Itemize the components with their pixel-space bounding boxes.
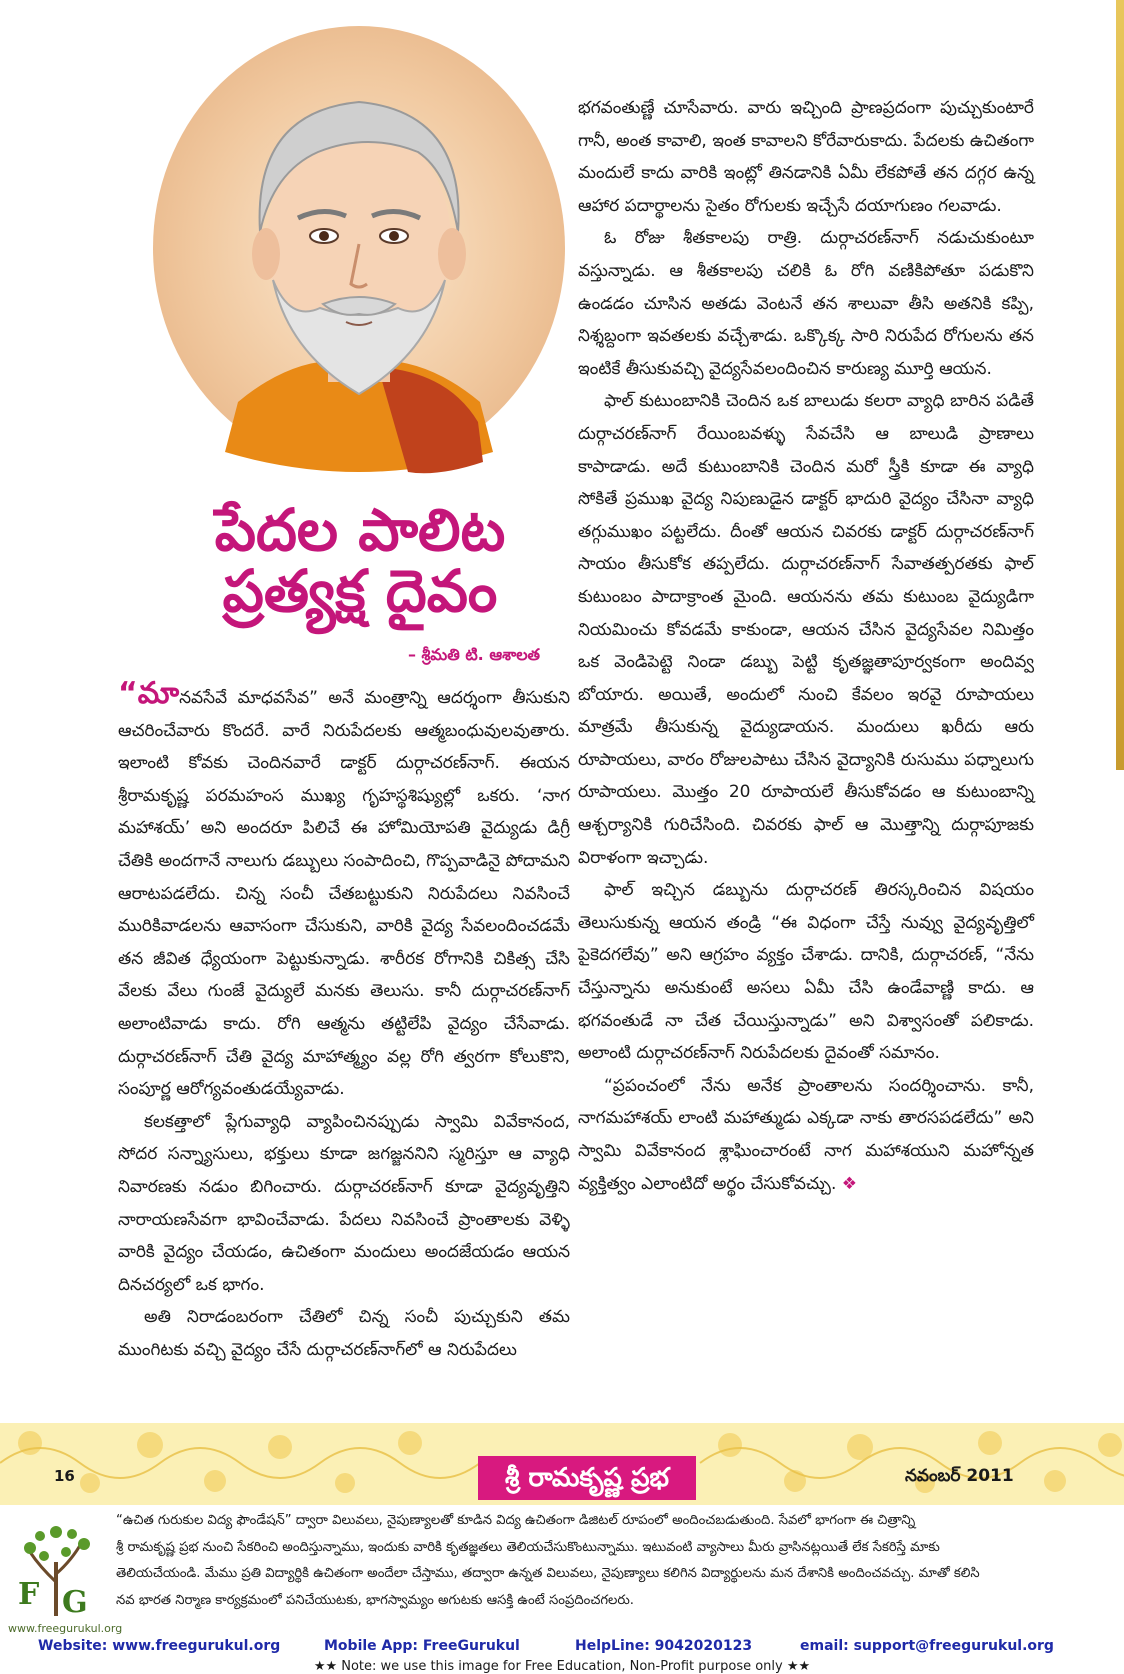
website-link[interactable]: Website: www.freegurukul.org [38,1638,281,1654]
article-author: – శ్రీమతి టి. ఆశాలత [407,645,540,664]
email-link[interactable]: email: support@freegurukul.org [800,1638,1054,1654]
article-paragraph: భగవంతుణ్ణే చూసేవారు. వారు ఇచ్చింది ప్రాణప్రదంగా పుచ్చుకుంటారే గానీ, అంత కావాలి, ఇంత కావాలని కోరేవారుకాదు. పేదలకు ఉచితంగా మందులే కాదు వారికి ఇంట్లో తినడానికి ఏమీ లేకపోతే తన దగ్గర ఉన్న ఆహార పదార్థాలను సైతం రోగులకు ఇచ్చేసే దయాగుణం గలవాడు. [578,98,1034,216]
magazine-name-badge: శ్రీ రామకృష్ణ ప్రభ [478,1456,696,1500]
article-title [150,496,570,625]
logo-site-text: www.freegurukul.org [8,1622,123,1635]
svg-text:F: F [18,1577,40,1612]
paragraph-text: నవసేవే మాధవసేవ” అనే మంత్రాన్ని ఆదర్శంగా తీసుకుని ఆచరించేవారు కొందరే. వారే నిరుపేదలకు ఆత్మబంధువులవుతారు. ఇలాంటి కోవకు చెందినవారే డాక్టర్ దుర్గాచరణ్‌నాగ్. ఈయన శ్రీరామకృష్ణ పరమహంస ముఖ్య గృహస్థశిష్యుల్లో ఒకరు. ‘నాగ మహాశయ్’ అని అందరూ పిలిచే ఈ హోమియోపతి వైద్యుడు డిగ్రీ చేతికి అందగానే నాలుగు డబ్బులు సంపాదించి, గొప్పవాడినై పోదామని ఆరాటపడలేదు. చిన్న సంచీ చేతబట్టుకుని నిరుపేదలు నివసించే మురికివాడలను ఆవాసంగా చేసుకుని, వారికి వైద్య సేవలందించడమే తన జీవిత ధ్యేయంగా పెట్టుకున్నాడు. శారీరక రోగానికి చికిత్స చేసి వేలకు వేలు గుంజే వైద్యులే మనకు తెలుసు. కానీ దుర్గాచరణ్‌నాగ్ అలాంటివాడు కాదు. రోగి ఆత్మను తట్టిలేపి వైద్యం చేసేవాడు. దుర్గాచరణ్‌నాగ్ చేతి వైద్య మాహాత్మ్యం వల్ల రోగి త్వరగా కోలుకొని, సంపూర్ణ ఆరోగ్యవంతుడయ్యేవాడు. [118,688,570,1100]
article-paragraph: ఫాల్ ఇచ్చిన డబ్బును దుర్గాచరణ్ తిరస్కరించిన విషయం తెలుసుకున్న ఆయన తండ్రి “ఈ విధంగా చేస్తే నువ్వు వైద్యవృత్తిలో పైకెదగలేవు” అని ఆగ్రహం వ్యక్తం చేశాడు. దానికి, దుర్గాచరణ్, “నేను చేస్తున్నాను అనుకుంటే అసలు ఏమీ చేసి ఉండేవాణ్ణి కాదు. ఆ భగవంతుడే నా చేత చేయిస్తున్నాడు” అని విశ్వాసంతో పలికాడు. అలాంటి దుర్గాచరణ్‌నాగ్ నిరుపేదలకు దైవంతో సమానం. [578,880,1034,1064]
notice-line: నవ భారత నిర్మాణ కార్యక్రమంలో పనిచేయుటకు, భాగస్వామ్యం అగుటకు ఆసక్తి ఉంటే సంప్రదించగలరు. [116,1592,634,1608]
article-paragraph: అతి నిరాడంబరంగా చేతిలో చిన్న సంచీ పుచ్చుకుని తమ ముంగిటకు వచ్చి వైద్యం చేసే దుర్గాచరణ్‌నాగ్‌లో ఆ నిరుపేదలు [118,1307,570,1360]
paragraph-text: “ప్రపంచంలో నేను అనేక ప్రాంతాలను సందర్శించాను. కానీ, నాగమహాశయ్ లాంటి మహాత్ముడు ఎక్కడా నాకు తారసపడలేదు” అని స్వామి వివేకానంద శ్లాఘించారంటే నాగ మహాశయుని మహోన్నత వ్యక్తిత్వం ఎలాంటిదో అర్థం చేసుకోవచ్చు. [578,1075,1034,1194]
article-column-right [578,92,1034,1200]
page-number: 16 [54,1467,75,1485]
svg-text:G: G [62,1585,88,1620]
article-paragraph: ఓ రోజు శీతకాలపు రాత్రి. దుర్గాచరణ్‌నాగ్ నడుచుకుంటూ వస్తున్నాడు. ఆ శీతకాలపు చలికి ఓ రోగి వణికిపోతూ పడుకొని ఉండడం చూసిన అతడు వెంటనే తన శాలువా తీసి అతనికి కప్పి, నిశ్శబ్దంగా ఇవతలకు వచ్చేశాడు. ఒక్కొక్క సారి నిరుపేద రోగులను తన ఇంటికే తీసుకువచ్చి వైద్యసేవలందించిన కారుణ్య మూర్తి ఆయన. [578,228,1034,379]
end-mark-icon: ❖ [841,1173,858,1194]
drop-cap: “మా [118,676,180,711]
mobile-app-link[interactable]: Mobile App: FreeGurukul [324,1638,520,1654]
notice-line: తెలియచేయండి. మేము ప్రతి విద్యార్థికి ఉచితంగా అందేలా చేస్తాము, తద్వారా ఉన్నత విలువలు, నైపుణ్యాలు కలిగిన విద్యార్థులను మన దేశానికి అందించవచ్చు. మాతో కలిసి [116,1566,980,1581]
article-paragraph [118,678,570,1106]
article-column-left [118,678,570,1366]
article-paragraph: ఫాల్ కుటుంబానికి చెందిన ఒక బాలుడు కలరా వ్యాధి బారిన పడితే దుర్గాచరణ్‌నాగ్ రేయింబవళ్ళు సేవచేసి ఆ బాలుడి ప్రాణాలు కాపాడాడు. అదే కుటుంబానికి చెందిన మరో స్త్రీకి కూడా ఈ వ్యాధి సోకితే ప్రముఖ వైద్య నిపుణుడైన డాక్టర్ భాదురి వైద్యం చేసినా వ్యాధి తగ్గుముఖం పట్టలేదు. దీంతో ఆయన చివరకు డాక్టర్ దుర్గాచరణ్‌నాగ్ సాయం తీసుకోక తప్పలేదు. దుర్గాచరణ్‌నాగ్ సేవాతత్పరతకు ఫాల్ కుటుంబం పాదాక్రాంత మైంది. ఆయనను తమ కుటుంబ వైద్యుడిగా నియమించు కోవడమే కాకుండా, ఆయన చేసిన వైద్యసేవల నిమిత్తం ఒక వెండిపెట్టె నిండా డబ్బు పెట్టి కృతజ్ఞతాపూర్వకంగా అందివ్వ బోయారు. అయితే, అందులో నుంచి కేవలం ఇరవై రూపాయలు మాత్రమే తీసుకున్న వైద్యుడాయన. మందులు ఖరీదు ఆరు రూపాయలు, వారం రోజులపాటు చేసిన వైద్యానికి రుసుము పధ్నాలుగు రూపాయలు. మొత్తం 20 రూపాయలే తీసుకోవడం ఆ కుటుంబాన్ని ఆశ్చర్యానికి గురిచేసింది. చివరకు ఫాల్ ఆ మొత్తాన్ని దుర్గాపూజకు విరాళంగా ఇచ్చాడు. [578,391,1034,868]
notice-line: శ్రీ రామకృష్ణ ప్రభ నుంచి సేకరించి అందిస్తున్నాము, ఇందుకు వారికి కృతజ్ఞతలు తెలియచేసుకొంటున్నాము. ఇటువంటి వ్యాసాలు మీరు వ్రాసినట్లయితే లేక సేకరిస్తే మాకు [116,1539,940,1555]
page-edge-strip [1116,0,1124,770]
article-title-line-2: ప్రత్యక్ష దైవం [222,556,498,625]
freegurukul-logo-icon [10,1512,102,1622]
article-paragraph [578,1070,1034,1200]
issue-date: నవంబర్ 2011 [905,1466,1014,1486]
footer-note: ★★ Note: we use this image for Free Education, Non-Profit purpose only ★★ [313,1659,811,1674]
portrait-illustration-icon [148,22,570,474]
article-title-line-1: పేదల పాలిట [214,496,506,564]
helpline-link[interactable]: HelpLine: 9042020123 [575,1638,753,1654]
footer-notice [116,1508,1108,1614]
notice-line: “ఉచిత గురుకుల విద్య ఫౌండేషన్” ద్వారా విలువలు, నైపుణ్యాలతో కూడిన విద్య ఉచితంగా డిజిటల్ రూపంలో అందించబడుతుంది. సేవలో భాగంగా ఈ చిత్రాన్ని [116,1513,916,1528]
article-paragraph: కలకత్తాలో ప్లేగువ్యాధి వ్యాపించినప్పుడు స్వామి వివేకానంద, సోదర సన్న్యాసులు, భక్తులు కూడా జగజ్జననిని స్మరిస్తూ ఆ వ్యాధి నివారణకు నడుం బిగించారు. దుర్గాచరణ్‌నాగ్ కూడా వైద్యవృత్తిని నారాయణసేవగా భావించేవాడు. పేదలు నివసించే ప్రాంతాలకు వెళ్ళి వారికి వైద్యం చేయడం, ఉచితంగా మందులు అందజేయడం ఆయన దినచర్యలో ఒక భాగం. [118,1111,570,1295]
